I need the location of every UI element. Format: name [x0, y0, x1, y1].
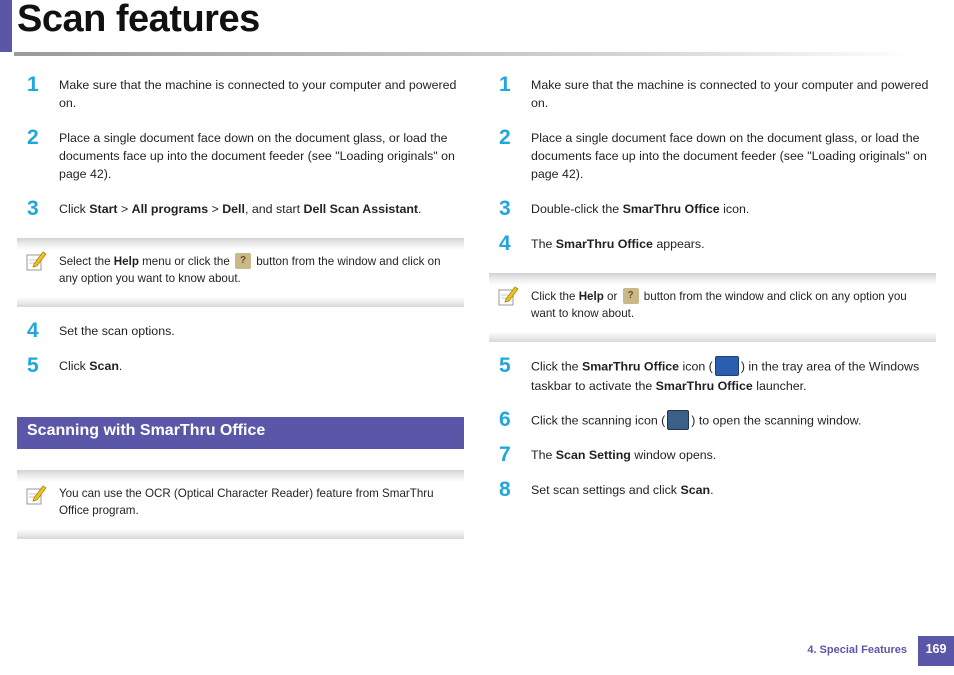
right-step-6 — [499, 408, 936, 431]
step-number: 2 — [27, 126, 39, 149]
scanning-icon — [667, 410, 689, 430]
right-step-4 — [499, 232, 931, 255]
step-text: Double-click the SmarThru Office icon. — [531, 202, 750, 216]
step-text: Place a single document face down on the document glass, or load the documents face up into the document feeder (see "Loading originals" on page 42). — [531, 131, 927, 181]
step-text: Click the SmarThru Office icon ( ) in the tray area of the Windows taskbar to activate the SmarThru Office launcher. — [531, 357, 936, 395]
step-text: Set scan settings and click Scan. — [531, 483, 714, 497]
right-step-7 — [499, 443, 931, 466]
step-text: Click Scan. — [59, 359, 123, 373]
help-question-icon: ? — [623, 288, 639, 304]
right-step-1 — [499, 73, 931, 112]
note-text: Select the Help menu or click the ? button from the window and click on any option you want to know about. — [59, 254, 441, 285]
pencil-notepad-icon — [497, 285, 519, 307]
right-step-5 — [499, 354, 936, 395]
step-number: 2 — [499, 126, 511, 149]
note-bottom-border — [17, 529, 464, 539]
note-help — [17, 238, 464, 307]
step-number: 5 — [27, 354, 39, 377]
step-text: The SmarThru Office appears. — [531, 237, 705, 251]
left-step-1 — [27, 73, 459, 112]
step-number: 4 — [27, 319, 39, 342]
smarthru-tray-icon — [715, 356, 739, 376]
note-text: You can use the OCR (Optical Character Reader) feature from SmarThru Office program. — [59, 487, 434, 517]
left-step-3 — [27, 197, 464, 220]
left-step-5 — [27, 354, 459, 377]
note-ocr — [17, 470, 464, 539]
step-number: 1 — [499, 73, 511, 96]
note-text: Click the Help or ? button from the window and click on any option you want to know about. — [531, 289, 907, 320]
step-text: Place a single document face down on the document glass, or load the documents face up into the document feeder (see "Loading originals" on page 42). — [59, 131, 455, 181]
step-text: Click the scanning icon ( ) to open the scanning window. — [531, 411, 936, 431]
section-heading — [17, 417, 464, 449]
step-text: Set the scan options. — [59, 324, 175, 338]
page-number: 169 — [925, 642, 947, 656]
step-number: 4 — [499, 232, 511, 255]
step-number: 5 — [499, 354, 511, 377]
step-number: 6 — [499, 408, 511, 431]
note-bottom-border — [17, 297, 464, 307]
pencil-notepad-icon — [25, 484, 47, 506]
step-number: 3 — [27, 197, 39, 220]
step-number: 8 — [499, 478, 511, 501]
title-divider — [14, 52, 914, 56]
note-bottom-border — [489, 332, 936, 342]
pencil-notepad-icon — [25, 250, 47, 272]
page-number-box — [918, 636, 954, 666]
left-step-2 — [27, 126, 464, 183]
help-question-icon: ? — [235, 253, 251, 269]
step-text: The Scan Setting window opens. — [531, 448, 717, 462]
step-number: 3 — [499, 197, 511, 220]
step-text: Make sure that the machine is connected to your computer and powered on. — [531, 78, 929, 110]
note-help-right — [489, 273, 936, 342]
step-number: 7 — [499, 443, 511, 466]
title-accent-bar — [0, 0, 12, 52]
left-step-4 — [27, 319, 459, 342]
step-text: Click Start > All programs > Dell, and start Dell Scan Assistant. — [59, 202, 422, 216]
page-title: Scan features — [17, 0, 260, 40]
right-step-8 — [499, 478, 931, 501]
section-heading-text: Scanning with SmarThru Office — [27, 422, 266, 439]
step-number: 1 — [27, 73, 39, 96]
footer-section-label: 4. Special Features — [807, 644, 907, 656]
step-text: Make sure that the machine is connected to your computer and powered on. — [59, 78, 457, 110]
right-step-3 — [499, 197, 931, 220]
right-step-2 — [499, 126, 936, 183]
